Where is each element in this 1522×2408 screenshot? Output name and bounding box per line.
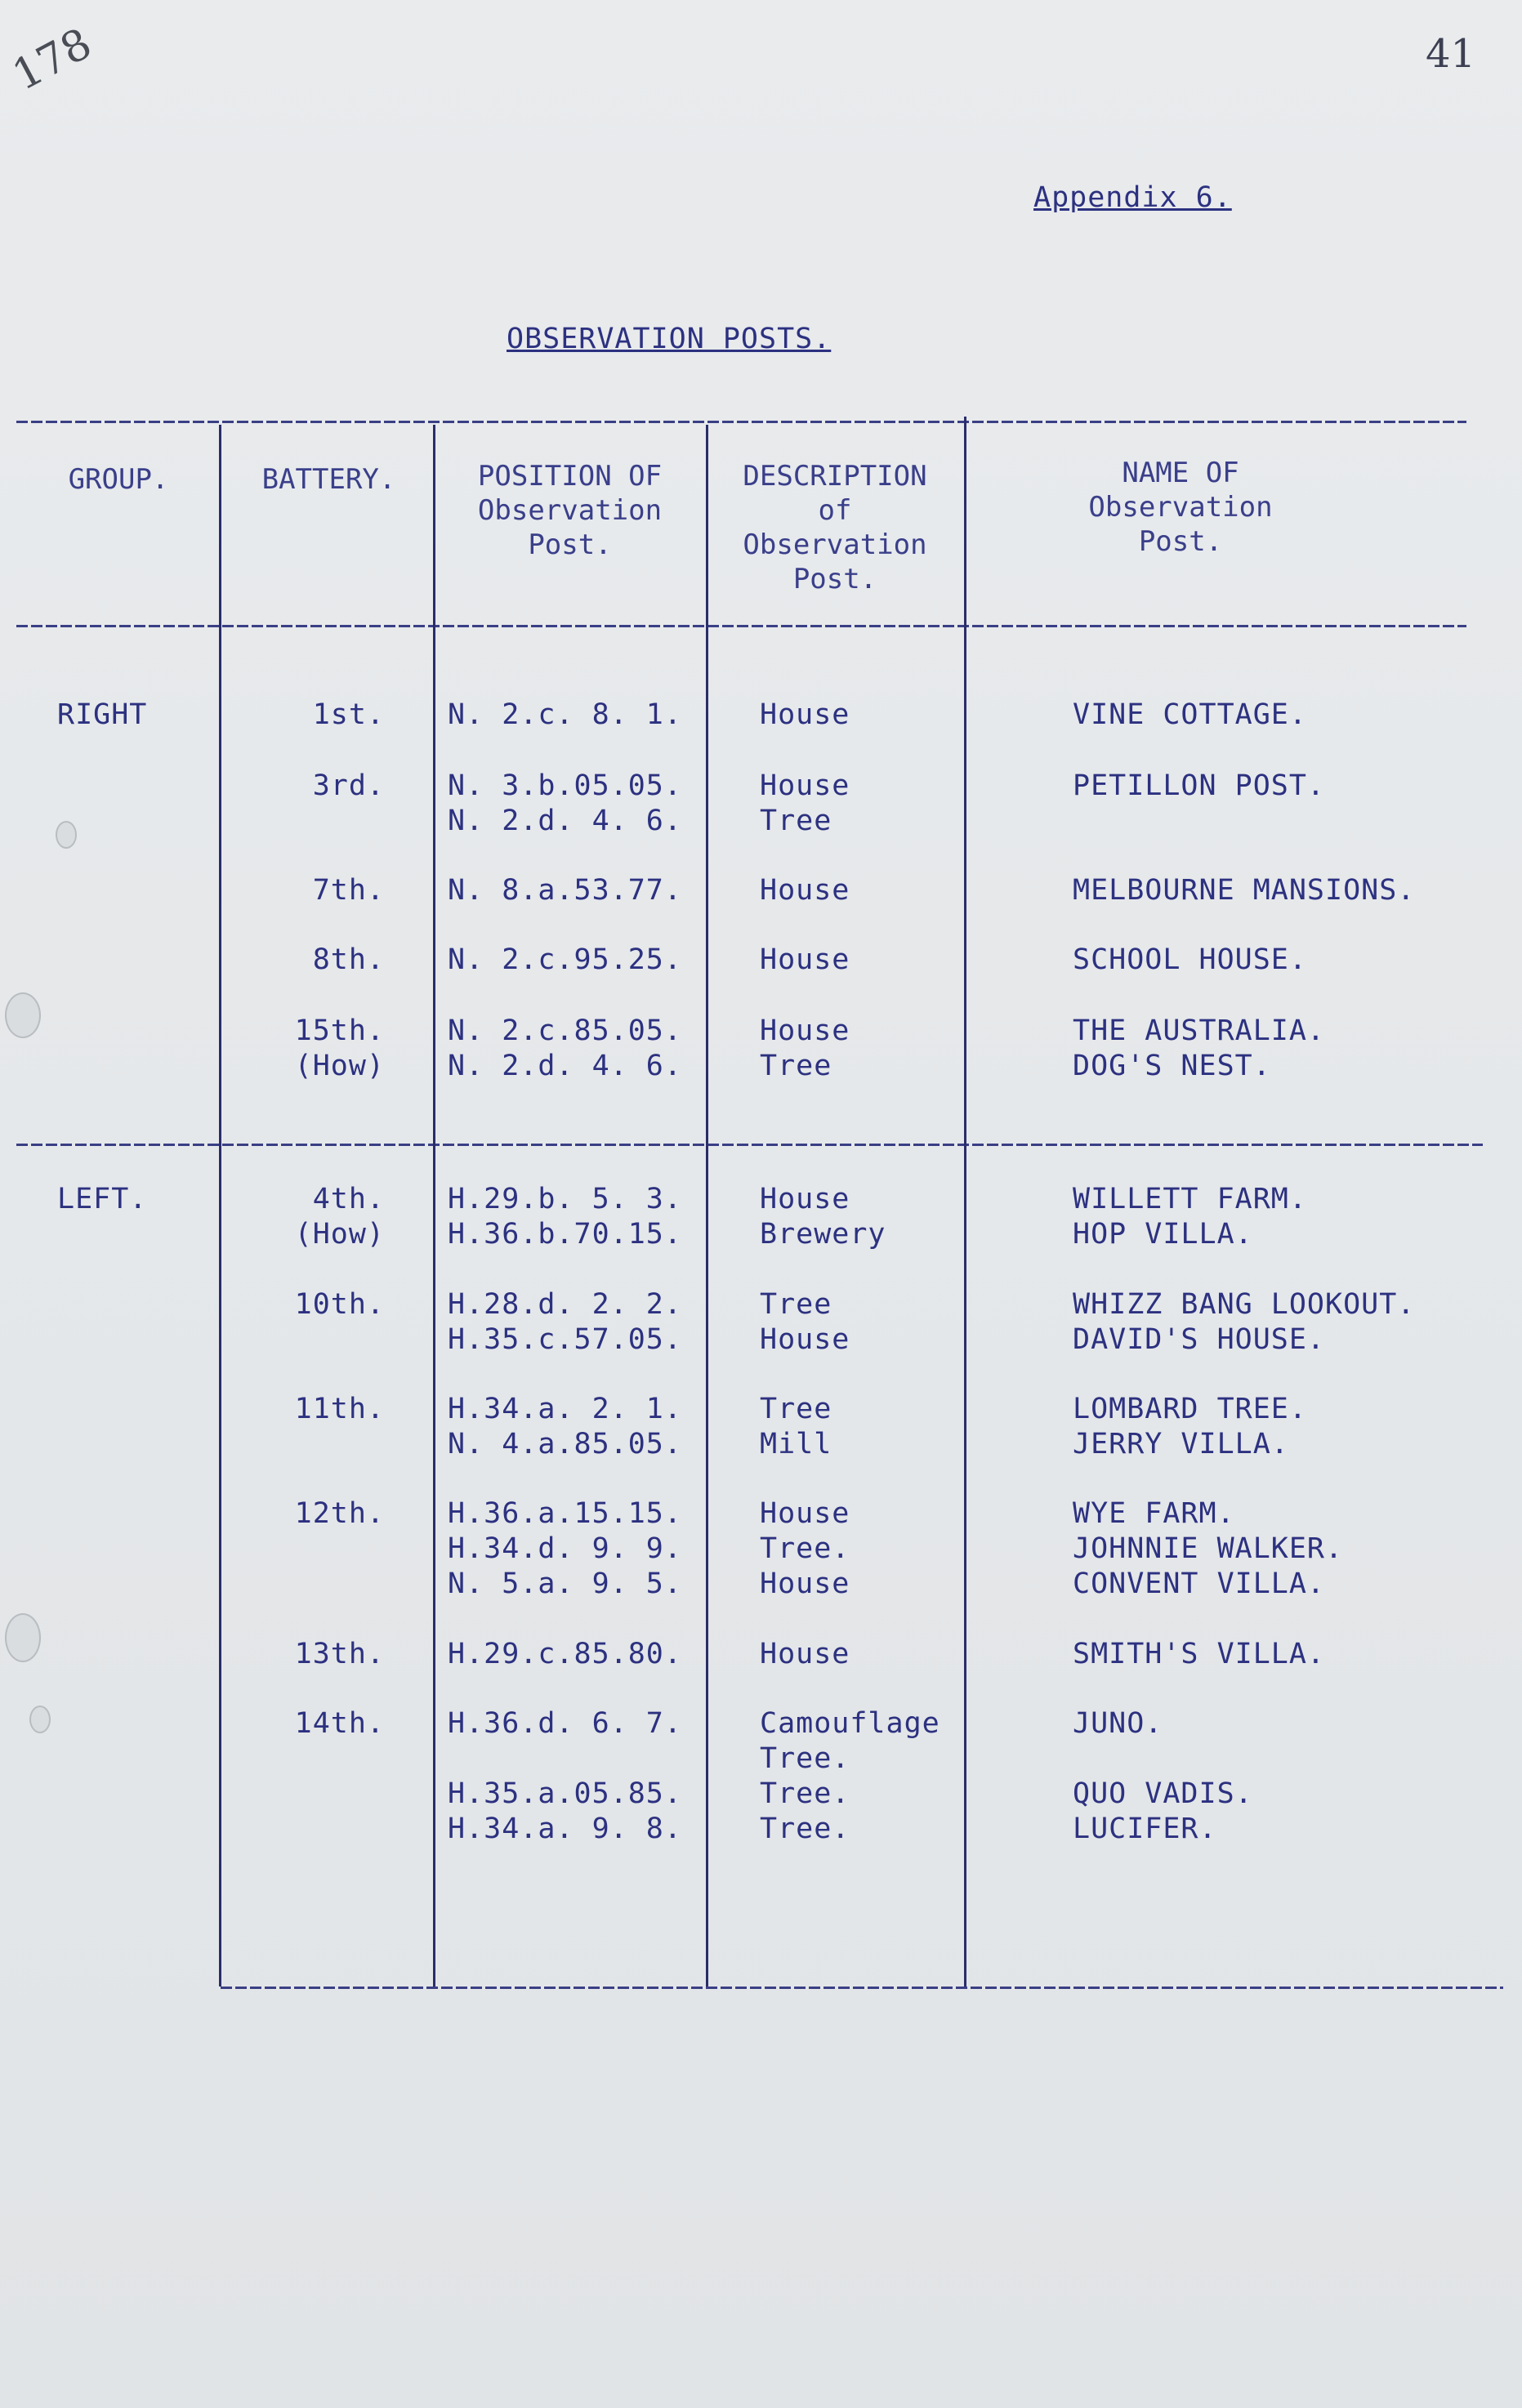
position-cell: N. 4.a.85.05. [448,1428,682,1460]
handwritten-page-number: 178 [5,19,100,100]
description-cell: Tree. [760,1813,850,1845]
name-cell: THE AUSTRALIA. [1073,1014,1326,1047]
name-cell: SMITH'S VILLA. [1073,1638,1326,1670]
header-name: NAME OF Observation Post. [1088,457,1273,558]
battery-cell: (How) [294,1218,385,1251]
position-cell: H.36.d. 6. 7. [448,1707,682,1740]
battery-cell: 1st. [312,698,385,731]
column-divider-2 [433,425,435,1987]
name-cell: SCHOOL HOUSE. [1073,943,1307,976]
battery-cell: 15th. [294,1014,385,1047]
battery-cell: 4th. [312,1183,385,1215]
name-cell: JOHNNIE WALKER. [1073,1532,1344,1565]
description-cell: House [760,874,850,907]
name-cell: JERRY VILLA. [1073,1428,1289,1460]
position-cell: H.35.c.57.05. [448,1323,682,1356]
position-cell: N. 3.b.05.05. [448,769,682,802]
name-cell: LUCIFER. [1073,1813,1217,1845]
description-cell: House [760,1183,850,1215]
group-left: LEFT. [57,1183,148,1215]
battery-cell: 11th. [294,1393,385,1425]
position-cell: H.34.a. 9. 8. [448,1813,682,1845]
name-cell: QUO VADIS. [1073,1777,1253,1810]
description-cell: Tree. [760,1777,850,1810]
description-cell: House [760,1323,850,1356]
position-cell: H.34.a. 2. 1. [448,1393,682,1425]
position-cell: H.29.c.85.80. [448,1638,682,1670]
name-cell: WILLETT FARM. [1073,1183,1307,1215]
description-cell: House [760,1638,850,1670]
header-group: GROUP. [68,463,169,496]
punch-hole [5,992,41,1038]
description-cell: Tree. [760,1742,850,1775]
battery-cell: 12th. [294,1497,385,1530]
position-cell: H.36.b.70.15. [448,1218,682,1251]
battery-cell: 14th. [294,1707,385,1740]
position-cell: N. 8.a.53.77. [448,874,682,907]
position-cell: N. 2.c.95.25. [448,943,682,976]
battery-cell: 7th. [312,874,385,907]
header-battery: BATTERY. [261,463,396,496]
header-position: POSITION OF Observation Post. [477,460,663,561]
position-cell: N. 2.d. 4. 6. [448,1050,682,1082]
column-divider-4 [964,417,966,1987]
battery-cell: 10th. [294,1288,385,1321]
description-cell: House [760,769,850,802]
name-cell: DAVID'S HOUSE. [1073,1323,1326,1356]
description-cell: Brewery [760,1218,886,1251]
description-cell: Tree. [760,1532,850,1565]
battery-cell: 13th. [294,1638,385,1670]
battery-cell: 3rd. [312,769,385,802]
position-cell: H.34.d. 9. 9. [448,1532,682,1565]
table-top-rule [16,421,1466,423]
description-cell: Mill [760,1428,832,1460]
name-cell: MELBOURNE MANSIONS. [1073,874,1416,907]
battery-cell: (How) [294,1050,385,1082]
punch-hole [56,821,77,849]
name-cell: WHIZZ BANG LOOKOUT. [1073,1288,1416,1321]
description-cell: Camouflage [760,1707,940,1740]
description-cell: House [760,943,850,976]
name-cell: JUNO. [1073,1707,1163,1740]
name-cell: CONVENT VILLA. [1073,1567,1326,1600]
header-bottom-rule [16,625,1466,627]
appendix-label: Appendix 6. [1033,181,1232,214]
position-cell: N. 2.d. 4. 6. [448,805,682,837]
name-cell: WYE FARM. [1073,1497,1235,1530]
table-bottom-rule [221,1987,1503,1989]
name-cell: LOMBARD TREE. [1073,1393,1307,1425]
name-cell: VINE COTTAGE. [1073,698,1307,731]
position-cell: N. 5.a. 9. 5. [448,1567,682,1600]
description-cell: House [760,1567,850,1600]
punch-hole [29,1706,51,1733]
column-divider-1 [219,425,221,1987]
description-cell: Tree [760,1288,832,1321]
group-right: RIGHT [57,698,148,731]
description-cell: House [760,698,850,731]
name-cell: PETILLON POST. [1073,769,1326,802]
typed-page-number: 41 [1426,31,1476,77]
position-cell: H.36.a.15.15. [448,1497,682,1530]
punch-hole [5,1613,41,1662]
description-cell: Tree [760,1050,832,1082]
description-cell: Tree [760,805,832,837]
battery-cell: 8th. [312,943,385,976]
position-cell: H.35.a.05.85. [448,1777,682,1810]
position-cell: N. 2.c.85.05. [448,1014,682,1047]
description-cell: House [760,1497,850,1530]
name-cell: DOG'S NEST. [1073,1050,1271,1082]
page-title: OBSERVATION POSTS. [507,323,832,355]
position-cell: H.29.b. 5. 3. [448,1183,682,1215]
description-cell: House [760,1014,850,1047]
description-cell: Tree [760,1393,832,1425]
column-divider-3 [706,425,708,1987]
name-cell: HOP VILLA. [1073,1218,1253,1251]
group-divider-rule [16,1144,1483,1146]
position-cell: N. 2.c. 8. 1. [448,698,682,731]
header-description: DESCRIPTION of Observation Post. [743,460,927,595]
position-cell: H.28.d. 2. 2. [448,1288,682,1321]
